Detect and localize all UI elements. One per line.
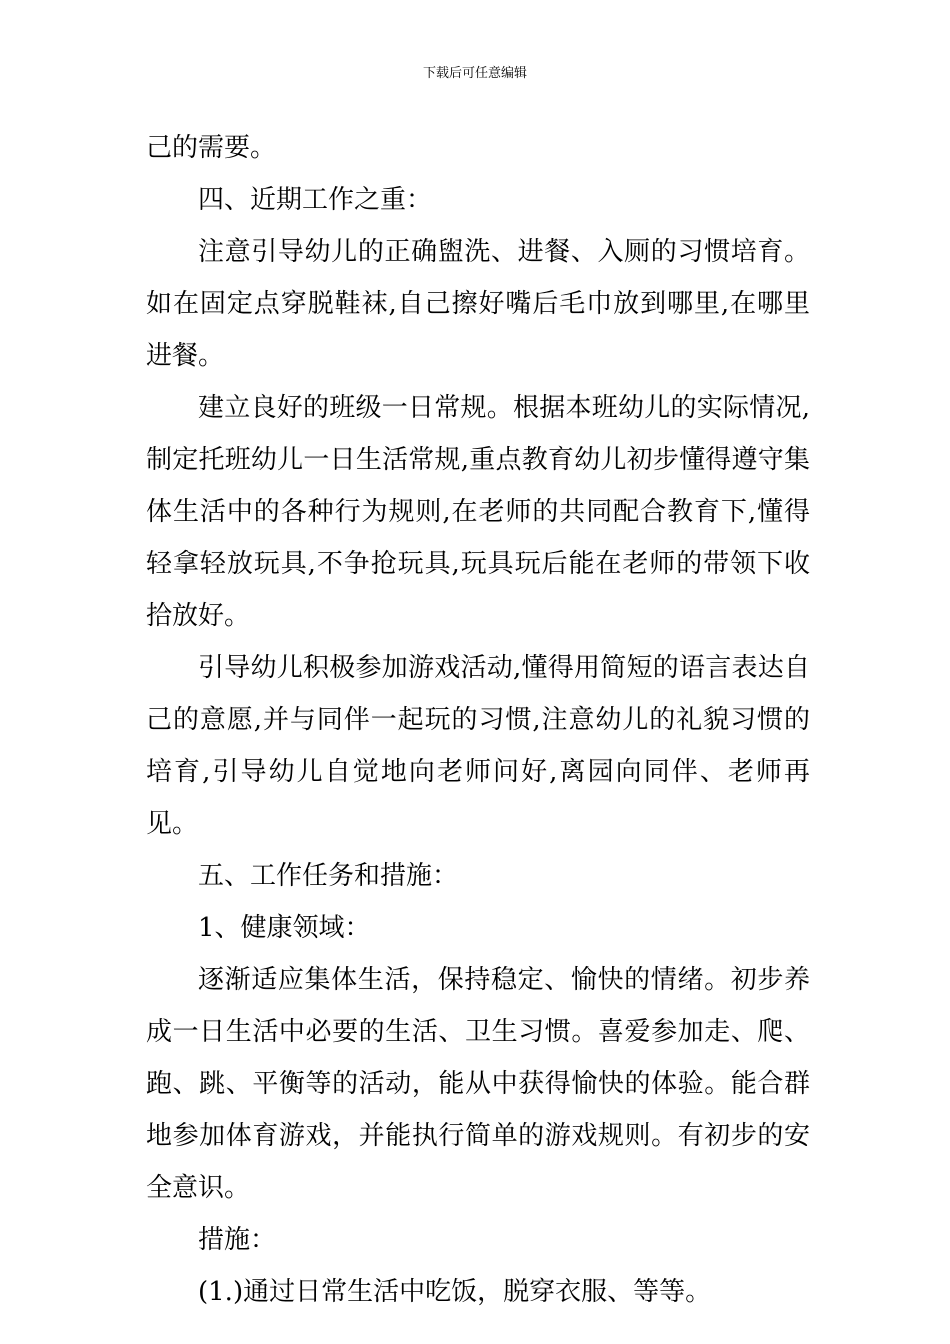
section-heading-tasks-measures: 五、工作任务和措施： [198, 861, 459, 891]
document-body [146, 122, 810, 1318]
subheading-measures: 措施： [198, 1225, 277, 1255]
paragraph-health-goals: 逐渐适应集体生活，保持稳定、愉快的情绪。初步养成一日生活中必要的生活、卫生习惯。喜爱参加走、爬、跑、跳、平衡等的活动，能从中获得愉快的体验。能合群地参加体育游戏，并能执行简单的游戏规则。有初步的安全意识。 [146, 965, 810, 1203]
section-heading-recent-focus: 四、近期工作之重： [198, 185, 433, 215]
paragraph-game-activities: 引导幼儿积极参加游戏活动,懂得用简短的语言表达自己的意愿,并与同伴一起玩的习惯,注意幼儿的礼貌习惯的培育,引导幼儿自觉地向老师问好,离园向同伴、老师再见。 [146, 653, 810, 839]
subheading-health-domain: 1、健康领域： [198, 913, 371, 943]
paragraph-measure-1: (1.)通过日常生活中吃饭，脱穿衣服、等等。 [198, 1277, 712, 1307]
paragraph-daily-routine: 建立良好的班级一日常规。根据本班幼儿的实际情况,制定托班幼儿一日生活常规,重点教育幼儿初步懂得遵守集体生活中的各种行为规则,在老师的共同配合教育下,懂得轻拿轻放玩具,不争抢玩具,玩具玩后能在老师的带领下收拾放好。 [146, 393, 810, 631]
paragraph-continuation: 己的需要。 [146, 133, 277, 163]
page-header: 下载后可任意编辑 [422, 66, 527, 81]
paragraph-hygiene-habits: 注意引导幼儿的正确盥洗、进餐、入厕的习惯培育。如在固定点穿脱鞋袜,自己擦好嘴后毛巾放到哪里,在哪里进餐。 [146, 237, 810, 371]
